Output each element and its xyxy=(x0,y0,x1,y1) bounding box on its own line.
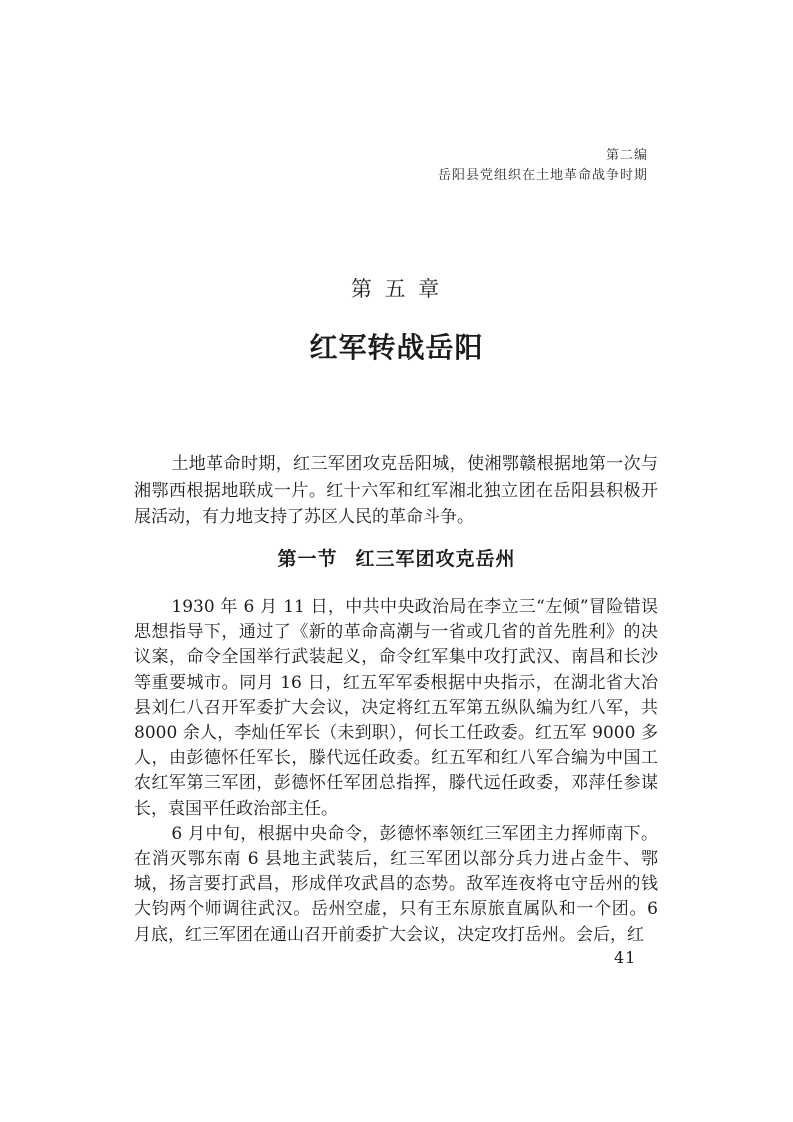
chapter-title: 红军转战岳阳 xyxy=(309,331,484,364)
volume-label: 第二编 xyxy=(605,148,648,163)
intro-paragraph: 土地革命时期，红三军团攻克岳阳城，使湘鄂赣根据地第一次与湘鄂西根据地联成一片。红十六军和红军湘北独立团在岳阳县积极开展活动，有力地支持了苏区人民的革命斗争。 xyxy=(134,454,658,527)
body-paragraph-1: 1930 年 6 月 11 日，中共中央政治局在李立三“左倾”冒险错误思想指导下，通过了《新的革命高潮与一省或几省的首先胜利》的决议案，命令全国举行武装起义，命令红军集中攻打武汉、南昌和长沙等重要城市。同月 16 日，红五军军委根据中央指示，在湖北省大冶县刘仁八召开军委扩大会议，决定将红五军第五纵队编为红八军，共 8000 余人，李灿任军长（未到职），何长工任政委。红五军 9000 多人，由彭德怀任军长，滕代远任政委。红五军和红八军合编为中国工农红军第三军团，彭德怀任军团总指挥，滕代远任政委，邓萍任参谋长，袁国平任政治部主任。 xyxy=(134,597,658,819)
section-heading xyxy=(0,544,793,571)
body-paragraph-2: 6 月中旬，根据中央命令，彭德怀率领红三军团主力挥师南下。在消灭鄂东南 6 县地主武装后，红三军团以部分兵力进占金牛、鄂城，扬言要打武昌，形成佯攻武昌的态势。敌军连夜将屯守岳州的钱大钧两个师调往武汉。岳州空虚，只有王东原旅直属队和一个团。6 月底，红三军团在通山召开前委扩大会议，决定攻打岳州。会后，红 xyxy=(134,823,658,945)
running-header xyxy=(438,146,648,186)
page-number: 41 xyxy=(614,948,637,967)
section-number-label: 第一节 xyxy=(277,548,338,570)
chapter-number: 第 五 章 xyxy=(350,277,443,301)
section-title: 红三军团攻克岳州 xyxy=(355,548,516,570)
body-text xyxy=(134,595,658,948)
volume-title: 岳阳县党组织在土地革命战争时期 xyxy=(437,168,648,183)
